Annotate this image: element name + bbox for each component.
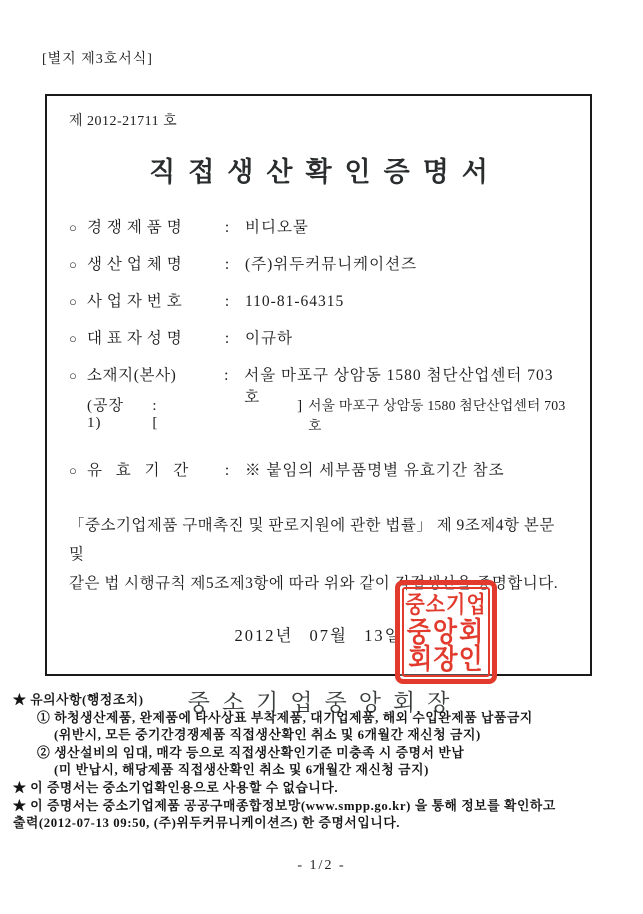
note-star-2-cont: 출력(2012-07-13 09:50, (주)위두커뮤니케이션즈) 한 증명서입니다. bbox=[13, 816, 401, 831]
legal-line-1: 「중소기업제품 구매촉진 및 판로지원에 관한 법률」 제 9조제4항 본문 및 bbox=[69, 517, 555, 563]
legal-line-2: 같은 법 시행규칙 제5조제3항에 따라 위와 같이 직접생산을 증명합니다. bbox=[69, 575, 559, 592]
document-number: 제 2012-21711 호 bbox=[69, 114, 178, 129]
field-row-business-number bbox=[69, 289, 568, 326]
factory-bracket-open: : [ bbox=[152, 398, 158, 431]
field-colon: : bbox=[224, 293, 230, 310]
factory-bracket-close: ] bbox=[297, 398, 303, 414]
field-value: (주)위두커뮤니케이션즈 bbox=[245, 256, 418, 273]
note-item-2: ② 생산설비의 임대, 매각 등으로 직접생산확인기준 미충족 시 증명서 반납 bbox=[37, 745, 465, 760]
seal-text-row1: 중소기업 bbox=[405, 591, 487, 618]
field-row-factory bbox=[69, 394, 568, 433]
field-value: 이규하 bbox=[245, 330, 293, 347]
certificate-fields bbox=[69, 215, 568, 495]
seal-text-row3: 회장인 bbox=[408, 644, 484, 674]
field-row-validity bbox=[69, 458, 568, 495]
note-item-1-sub: (위반시, 모든 중기간경쟁제품 직접생산확인 취소 및 6개월간 재신청 금지) bbox=[54, 728, 481, 743]
certificate-title: 직접생산확인증명서 bbox=[149, 157, 501, 187]
field-row-representative bbox=[69, 326, 568, 363]
field-label: 소재지(본사) bbox=[86, 367, 177, 384]
field-row-product bbox=[69, 215, 568, 252]
field-value: 110-81-64315 bbox=[245, 293, 345, 310]
field-label: 생산업체명 bbox=[87, 256, 187, 273]
field-colon: : bbox=[224, 330, 230, 347]
field-row-company bbox=[69, 252, 568, 289]
factory-label: (공장1) bbox=[87, 398, 124, 431]
official-seal-stamp bbox=[395, 580, 497, 684]
factory-value: 서울 마포구 상암동 1580 첨단산업센터 703호 bbox=[308, 398, 566, 433]
bullet-icon: ○ bbox=[69, 463, 77, 478]
field-label: 사업자번호 bbox=[87, 293, 187, 310]
note-item-2-sub: (미 반납시, 해당제품 직접생산확인 취소 및 6개월간 재신청 금지) bbox=[54, 763, 429, 778]
field-label: 유 효 기 간 bbox=[87, 462, 194, 479]
field-label: 대표자성명 bbox=[87, 330, 187, 347]
note-item-1: ① 하청생산제품, 완제품에 타사상표 부착제품, 대기업제품, 해외 수입완제품 납품금지 bbox=[37, 710, 533, 725]
note-star-1: ★ 이 증명서는 중소기업확인용으로 사용할 수 없습니다. bbox=[13, 780, 339, 795]
note-star-2: ★ 이 증명서는 중소기업제품 공공구매종합정보망(www.smpp.go.kr) 을 통해 정보를 확인하고 bbox=[13, 798, 556, 813]
page-number: - 1/2 - bbox=[297, 858, 346, 873]
field-colon: : bbox=[224, 367, 229, 384]
bullet-icon: ○ bbox=[69, 331, 77, 346]
bullet-icon: ○ bbox=[69, 257, 77, 272]
field-colon: : bbox=[224, 462, 230, 479]
bullet-icon: ○ bbox=[69, 220, 77, 235]
field-label: 경쟁제품명 bbox=[87, 219, 187, 236]
bullet-icon: ○ bbox=[69, 294, 77, 309]
form-reference-label: [별지 제3호서식] bbox=[42, 52, 153, 67]
note-heading: ★ 유의사항(행정조치) bbox=[13, 693, 144, 707]
issue-date: 2012년 07월 13일 bbox=[234, 626, 403, 645]
field-colon: : bbox=[224, 219, 230, 236]
seal-text-row2: 중앙회 bbox=[406, 617, 486, 647]
seal-text bbox=[402, 587, 490, 677]
field-value: ※ 붙임의 세부품명별 유효기간 참조 bbox=[245, 462, 505, 479]
bullet-icon: ○ bbox=[69, 368, 77, 383]
issuer-name: 중소기업중앙회장 bbox=[187, 690, 462, 715]
footnotes bbox=[13, 692, 633, 833]
field-colon: : bbox=[224, 256, 230, 273]
field-value: 서울 마포구 상암동 1580 첨단산업센터 703호 bbox=[244, 367, 554, 406]
field-value: 비디오물 bbox=[245, 219, 309, 236]
